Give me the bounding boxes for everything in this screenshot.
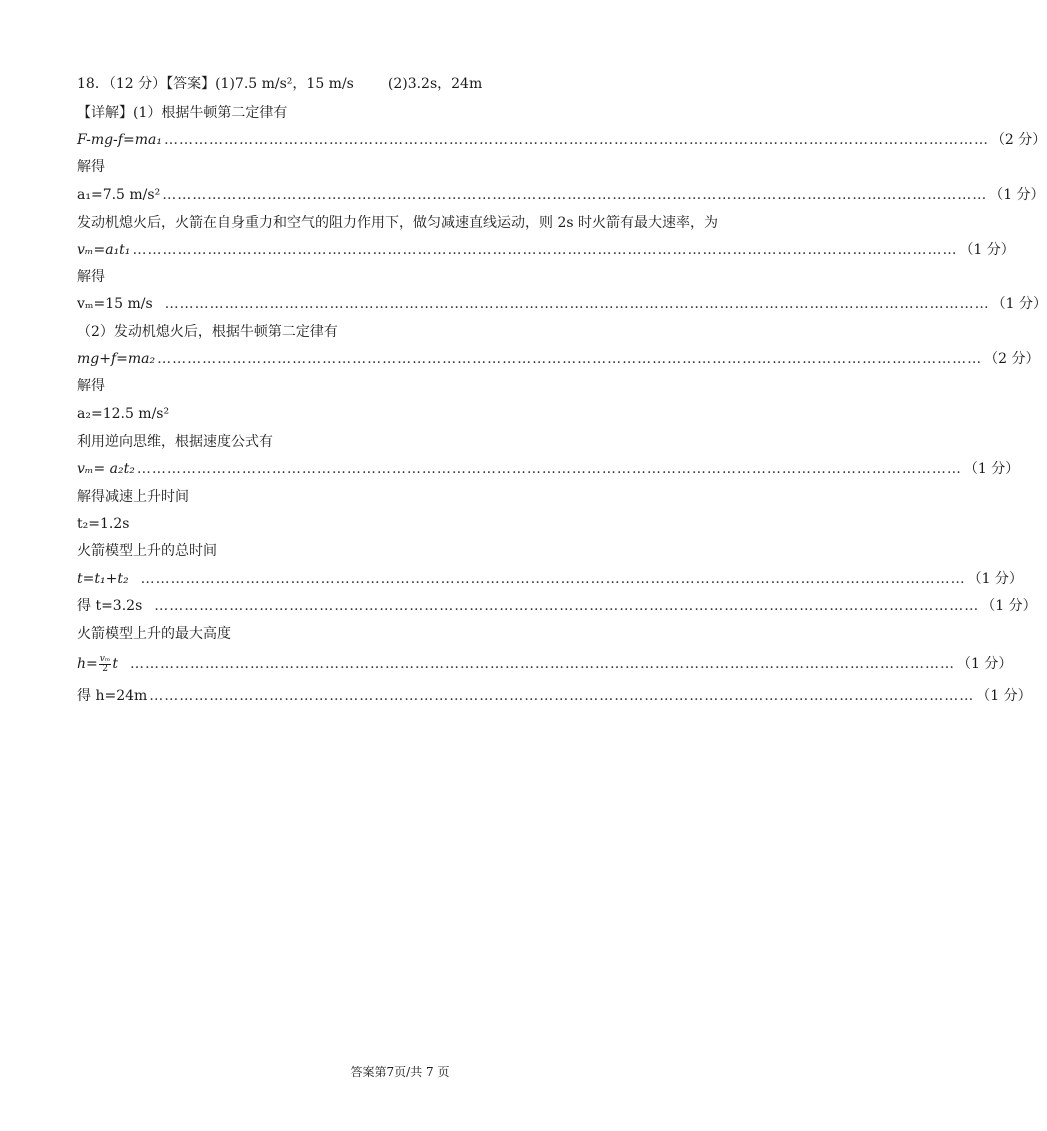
equation: t=t₁+t₂ [77,571,129,587]
text-line: 解得减速上升时间 [77,489,189,505]
score: （1 分） [991,296,1047,312]
fraction-denominator: 2 [102,663,108,674]
score: （1 分） [957,656,1013,672]
equation-line [77,130,1047,150]
text-line: 火箭模型上升的最大高度 [77,626,231,642]
equation: vₘ= a₂t₂ [77,461,135,477]
leader-dots: ………………………………………………………………………………………………………………………………………………… [162,187,988,203]
score: （1 分） [981,598,1037,614]
text-line: 解得 [77,269,105,285]
equation-line [77,294,1047,314]
question-answer-2: (2)3.2s，24m [387,76,483,92]
leader-dots: ………………………………………………………………………………………………………………………………………………… [130,656,955,672]
detail-heading: 【详解】(1）根据牛顿第二定律有 [77,105,288,121]
equation-suffix: t [112,656,118,672]
equation-line [77,185,1045,205]
text-line: 火箭模型上升的总时间 [77,543,217,559]
equation: 得 t=3.2s [77,598,143,614]
equation-line [77,653,1013,674]
score: （2 分） [984,351,1040,367]
equation [77,654,118,674]
score: （1 分） [963,461,1020,477]
leader-dots: ………………………………………………………………………………………………………………………………………………… [163,132,989,148]
equation: vₘ=a₁t₁ [77,242,131,258]
fraction-numerator: vₘ [99,653,111,664]
score: （1 分） [989,187,1045,203]
equation: vₘ=15 m/s [77,296,153,312]
leader-dots: ………………………………………………………………………………………………………………………………………………… [154,598,980,614]
score: （1 分） [959,242,1015,258]
equation: mg+f=ma₂ [77,351,156,367]
answer-header [77,74,677,94]
text-line: a₂=12.5 m/s² [77,406,170,422]
text-line: 解得 [77,378,105,394]
equation-line [77,596,1037,616]
score: （1 分） [976,688,1032,704]
text-line: 发动机熄火后，火箭在自身重力和空气的阻力作用下，做匀减速直线运动，则 2s 时火箭有最大速率，为 [77,215,718,231]
page-footer: 答案第7页/共 7 页 [350,1065,450,1079]
text-line: （2）发动机熄火后，根据牛顿第二定律有 [77,324,338,340]
fraction [99,655,112,674]
equation: F-mg-f=ma₁ [77,132,162,148]
equation-line [77,349,1040,369]
leader-dots: ………………………………………………………………………………………………………………………………………………… [136,461,962,477]
equation-line [77,459,1020,479]
text-line: t₂=1.2s [77,516,130,532]
score: （1 分） [967,571,1023,587]
equation: 得 h=24m [77,688,148,704]
equation-line [77,240,1015,260]
leader-dots: ………………………………………………………………………………………………………………………………………………… [164,296,990,312]
question-answer-1: 18．（12 分）【答案】(1)7.5 m/s²，15 m/s [77,76,354,92]
leader-dots: ………………………………………………………………………………………………………………………………………………… [157,351,983,367]
leader-dots: ………………………………………………………………………………………………………………………………………………… [149,688,975,704]
text-line: 解得 [77,159,105,175]
equation-line [77,686,1032,706]
equation-prefix: h= [77,656,98,672]
score: （2 分） [990,132,1047,148]
leader-dots: ………………………………………………………………………………………………………………………………………………… [132,242,958,258]
equation: a₁=7.5 m/s² [77,187,161,203]
leader-dots: ………………………………………………………………………………………………………………………………………………… [140,571,966,587]
equation-line [77,569,1023,589]
text-line: 利用逆向思维，根据速度公式有 [77,434,273,450]
